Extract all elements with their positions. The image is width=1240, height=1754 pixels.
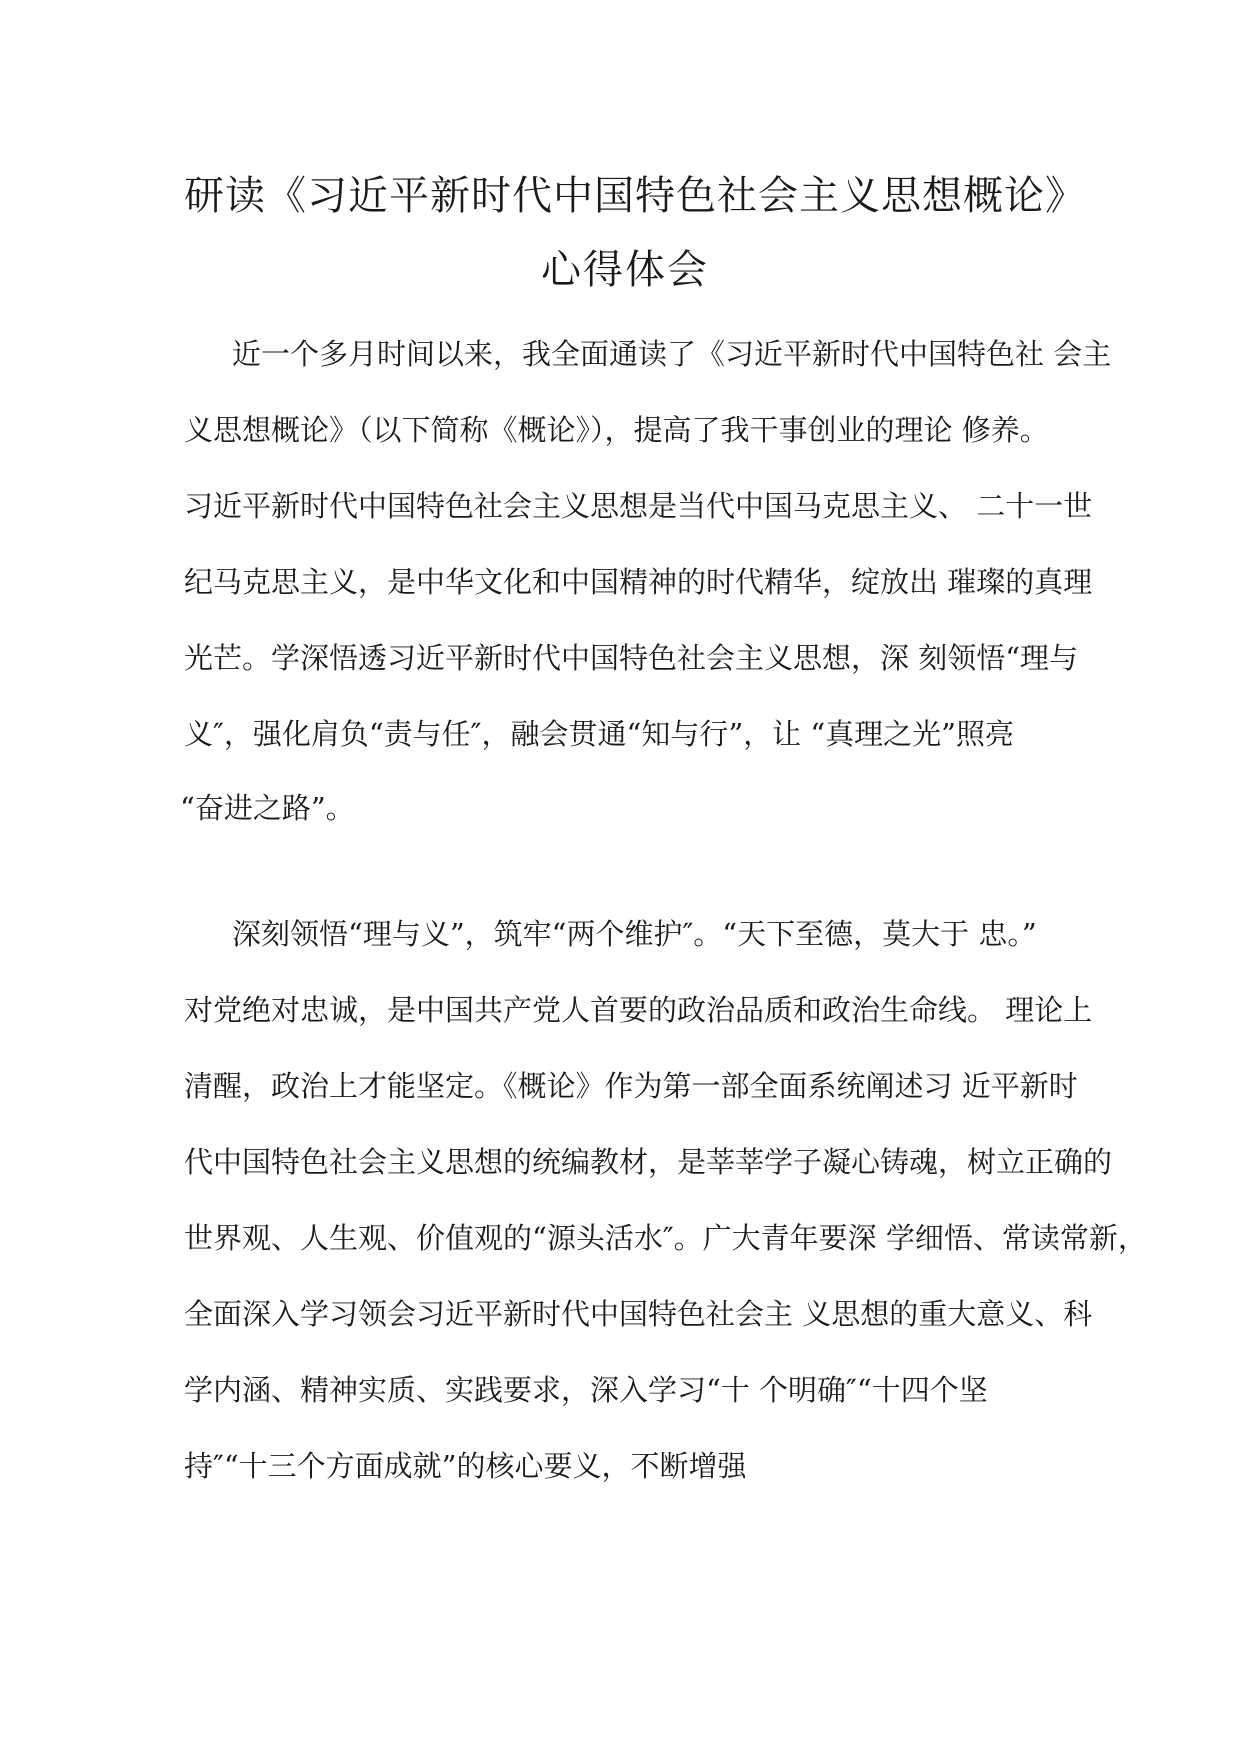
paragraph-1-line-6: 义″，强化肩负“责与任″，融会贯通“知与行”，让 “真理之光”照亮 — [184, 717, 1015, 751]
document-subtitle: 心得体会 — [541, 247, 709, 293]
paragraph-1-line-5: 光芒。学深悟透习近平新时代中国特色社会主义思想，深 刻领悟“理与 — [184, 641, 1079, 675]
paragraph-2-line-3: 清醒，政治上才能坚定。《概论》作为第一部全面系统阐述习 近平新时 — [184, 1069, 1078, 1103]
paragraph-2-line-6: 全面深入学习领会习近平新时代中国特色社会主 义思想的重大意义、科 — [184, 1297, 1093, 1331]
paragraph-2-line-7: 学内涵、精神实质、实践要求，深入学习“十 个明确″“十四个坚 — [184, 1373, 988, 1407]
document-title: 研读《习近平新时代中国特色社会主义思想概论》 — [184, 173, 1086, 219]
paragraph-2-line-8: 持″“十三个方面成就”的核心要义，不断增强 — [184, 1449, 747, 1483]
paragraph-1-line-3: 习近平新时代中国特色社会主义思想是当代中国马克思主义、 二十一世 — [184, 489, 1093, 523]
paragraph-1-line-7: “奋进之路”。 — [180, 791, 355, 825]
paragraph-1-line-1: 近一个多月时间以来，我全面通读了《习近平新时代中国特色社 会主 — [232, 337, 1112, 371]
paragraph-2-line-1: 深刻领悟“理与义”，筑牢“两个维护″。“天下至德，莫大于 忠。” — [232, 917, 1037, 951]
paragraph-2-line-5: 世界观、人生观、价值观的“源头活水″。广大青年要深 学细悟、常读常新， — [184, 1221, 1147, 1255]
paragraph-1-line-4: 纪马克思主义，是中华文化和中国精神的时代精华，绽放出 璀璨的真理 — [184, 565, 1093, 599]
paragraph-2-line-4: 代中国特色社会主义思想的统编教材，是莘莘学子凝心铸魂，树立正确的 — [184, 1145, 1113, 1179]
paragraph-1-line-2: 义思想概论》（以下简称《概论》），提高了我干事创业的理论 修养。 — [184, 413, 1049, 447]
paragraph-2-line-2: 对党绝对忠诚，是中国共产党人首要的政治品质和政治生命线。 理论上 — [184, 993, 1093, 1027]
